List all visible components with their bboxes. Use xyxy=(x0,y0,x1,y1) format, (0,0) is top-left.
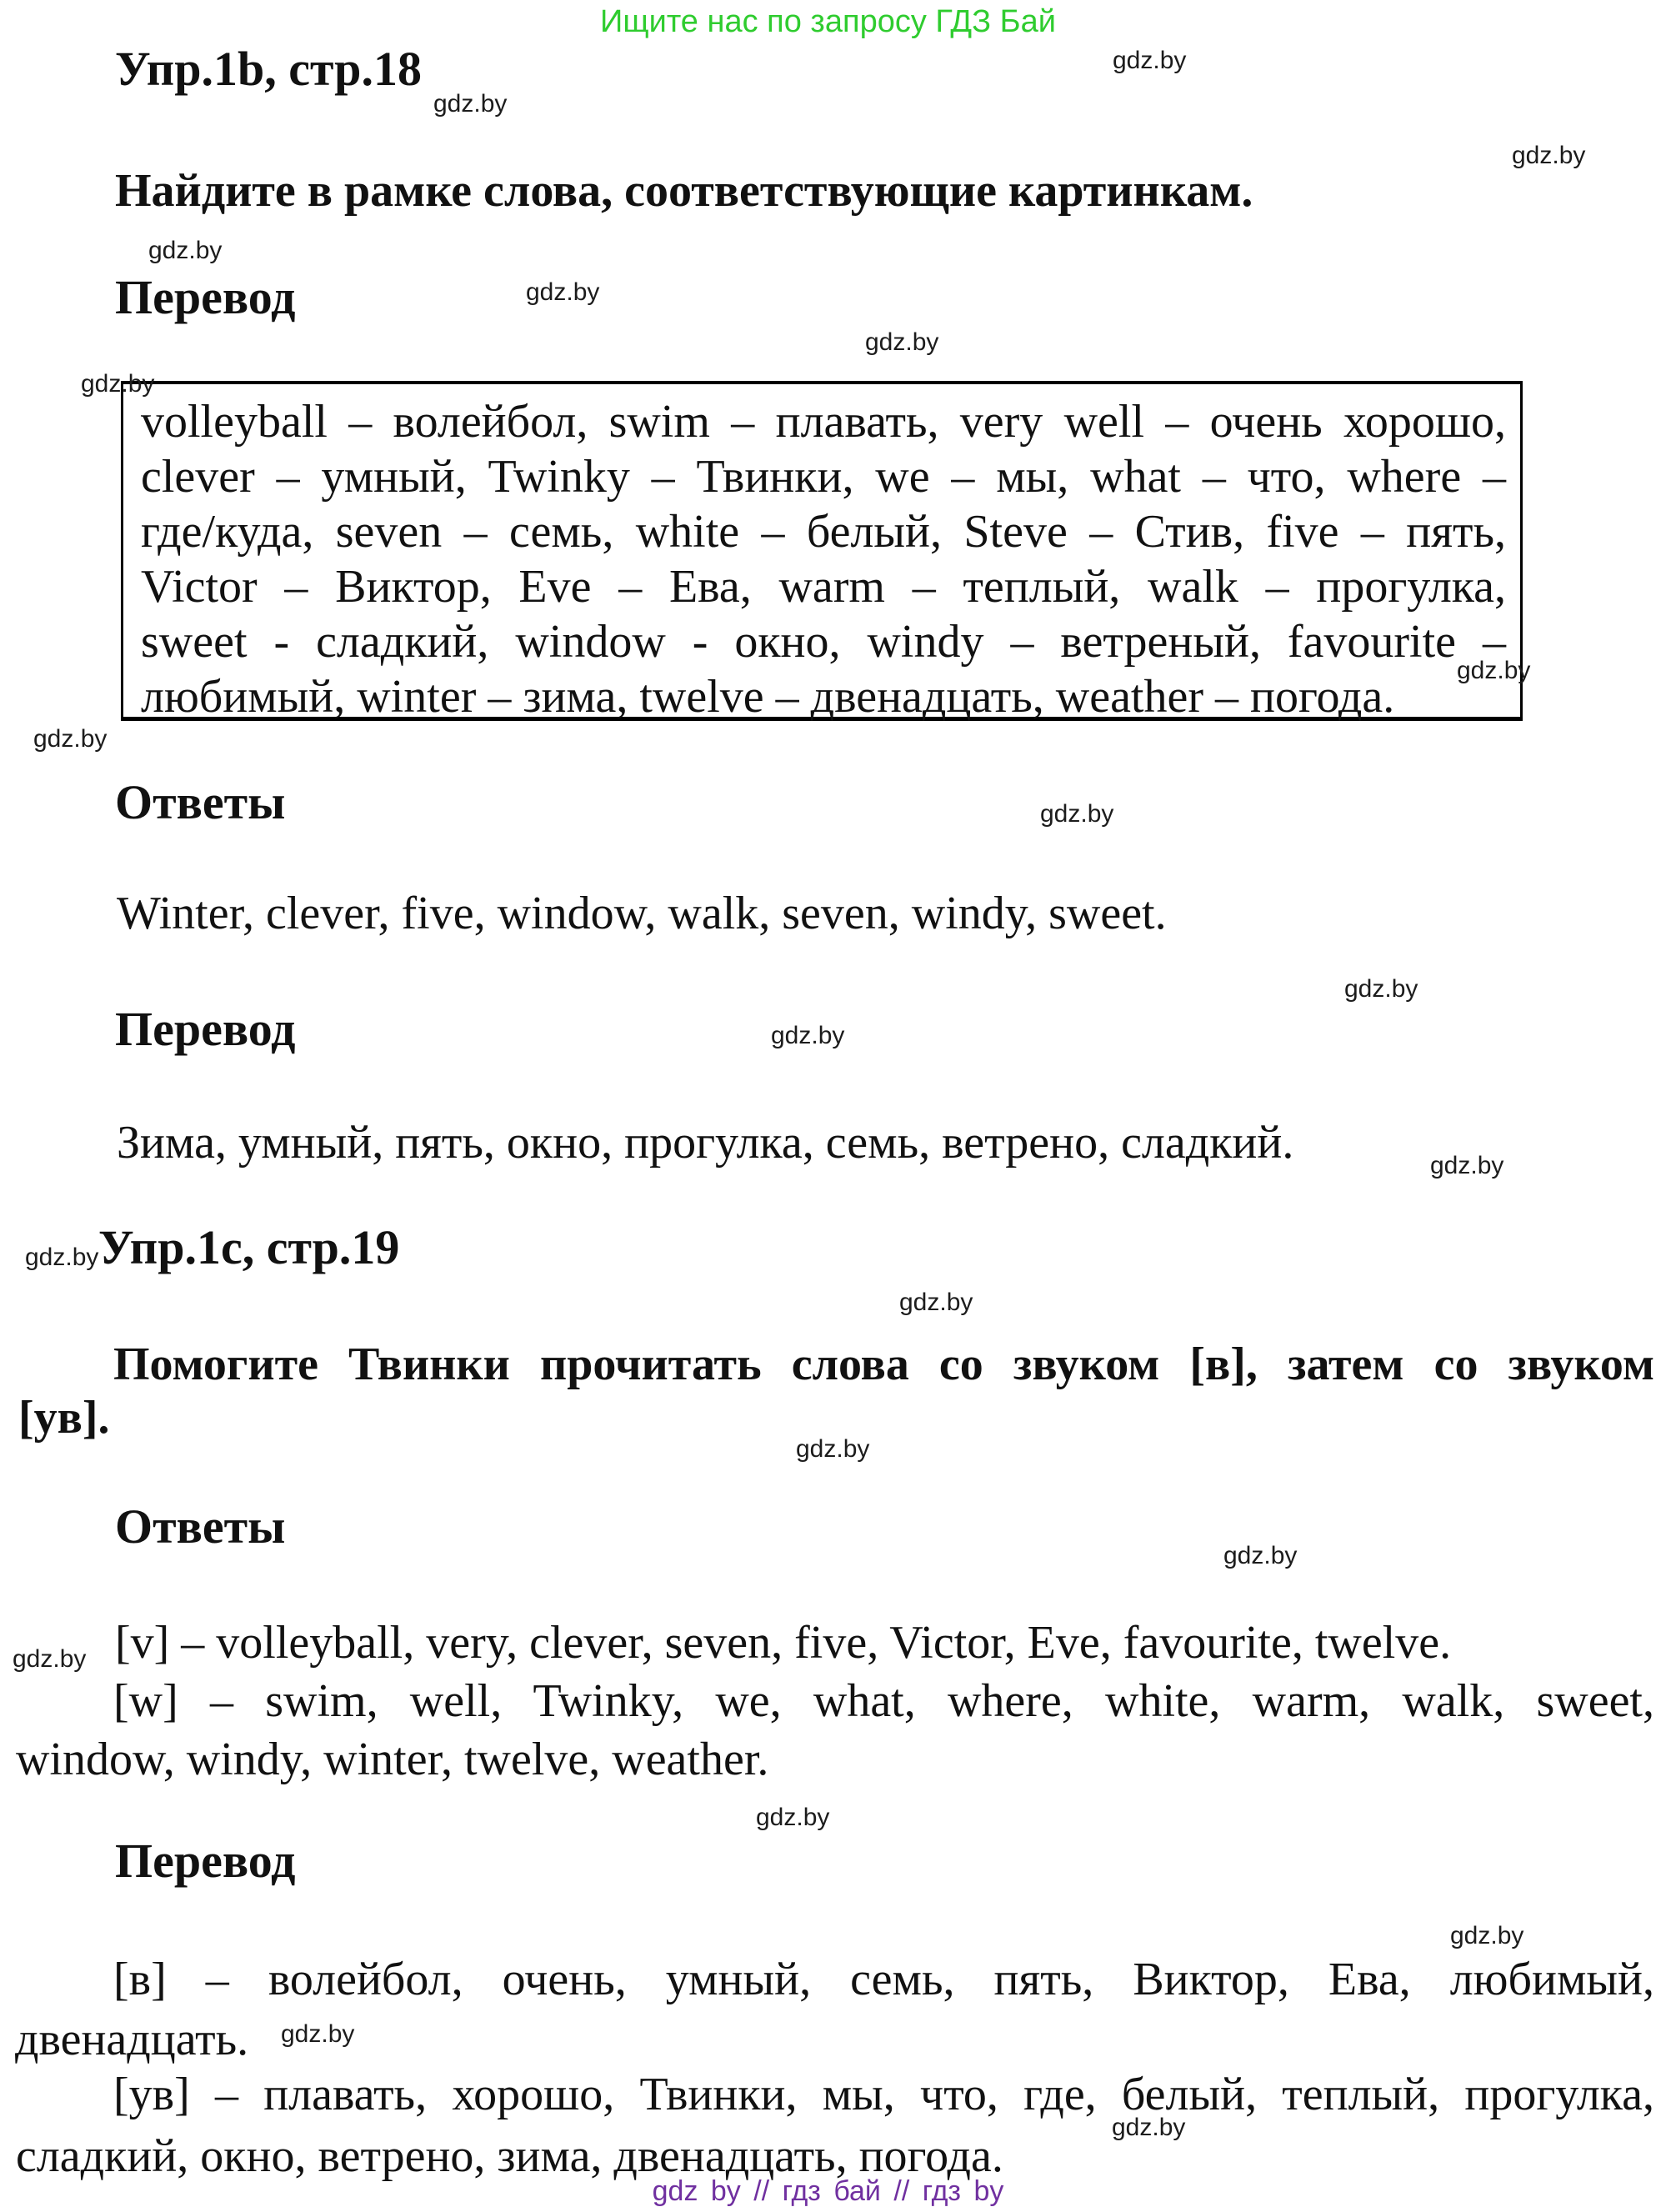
footer-links: gdz by // гдз бай // гдз by xyxy=(652,2175,1004,2207)
gdz-watermark: gdz.by xyxy=(526,278,600,306)
vocabulary-line: clever – умный, Twinky – Твинки, we – мы, what – что, where – xyxy=(141,451,1507,503)
gdz-watermark: gdz.by xyxy=(1450,1922,1524,1949)
exercise-1b-title: Упр.1b, стр.18 xyxy=(115,42,422,96)
perevod-heading-2: Перевод xyxy=(115,1002,296,1056)
gdz-watermark: gdz.by xyxy=(1040,800,1114,828)
gdz-watermark: gdz.by xyxy=(148,237,223,264)
otvety-heading-1: Ответы xyxy=(115,775,286,829)
gdz-watermark: gdz.by xyxy=(81,370,155,398)
perevod-heading-3: Перевод xyxy=(115,1834,296,1888)
gdz-watermark: gdz.by xyxy=(865,328,939,356)
vocabulary-line: любимый, winter – зима, twelve – двенадцать, weather – погода. xyxy=(141,671,1395,723)
promo-header: Ищите нас по запросу ГДЗ Бай xyxy=(600,4,1056,39)
gdz-watermark: gdz.by xyxy=(1457,657,1531,684)
vocabulary-line: volleyball – волейбол, swim – плавать, very well – очень хорошо, xyxy=(141,396,1506,448)
vocabulary-box xyxy=(121,381,1523,721)
gdz-watermark: gdz.by xyxy=(771,1022,845,1049)
gdz-watermark: gdz.by xyxy=(1430,1152,1504,1179)
exercise-1c-task-line1: Помогите Твинки прочитать слова со звуком [в], затем со звуком xyxy=(113,1339,1654,1390)
vocabulary-line: где/куда, seven – семь, white – белый, Steve – Стив, five – пять, xyxy=(141,506,1506,558)
gdz-watermark: gdz.by xyxy=(756,1804,830,1831)
gdz-watermark: gdz.by xyxy=(13,1645,87,1673)
gdz-watermark: gdz.by xyxy=(899,1289,973,1316)
answers-1c-v-ru-line1: [в] – волейбол, очень, умный, семь, пять, Виктор, Ева, любимый, xyxy=(113,1954,1654,2005)
vocabulary-line: Victor – Виктор, Eve – Ева, warm – теплый, walk – прогулка, xyxy=(141,561,1506,613)
exercise-1b-task: Найдите в рамке слова, соответствующие картинкам. xyxy=(115,165,1253,217)
gdz-watermark: gdz.by xyxy=(1113,47,1187,74)
vocabulary-line: sweet - сладкий, window - окно, windy – ветреный, favourite – xyxy=(141,616,1506,668)
exercise-1c-task-line2: [ув]. xyxy=(18,1392,110,1444)
gdz-watermark: gdz.by xyxy=(1223,1542,1298,1569)
gdz-watermark: gdz.by xyxy=(1112,2114,1186,2141)
answers-1c-uv-ru-line2: сладкий, окно, ветрено, зима, двенадцать, погода. xyxy=(16,2130,1003,2182)
answers-1b-ru: Зима, умный, пять, окно, прогулка, семь, ветрено, сладкий. xyxy=(117,1117,1294,1169)
answers-1c-w-sound-line1: [w] – swim, well, Twinky, we, what, where, white, warm, walk, sweet, xyxy=(113,1675,1654,1727)
gdz-watermark: gdz.by xyxy=(433,90,508,118)
answers-1c-v-sound: [v] – volleyball, very, clever, seven, five, Victor, Eve, favourite, twelve. xyxy=(115,1617,1452,1669)
exercise-1c-title: Упр.1c, стр.19 xyxy=(98,1220,400,1274)
answers-1c-w-sound-line2: window, windy, winter, twelve, weather. xyxy=(16,1734,769,1785)
answers-1b-en: Winter, clever, five, window, walk, seven, windy, sweet. xyxy=(117,888,1167,939)
gdz-watermark: gdz.by xyxy=(25,1244,99,1271)
gdz-watermark: gdz.by xyxy=(281,2020,355,2048)
answers-1c-v-ru-line2: двенадцать. xyxy=(15,2014,249,2065)
gdz-watermark: gdz.by xyxy=(1512,142,1586,169)
gdz-watermark: gdz.by xyxy=(796,1435,870,1463)
otvety-heading-2: Ответы xyxy=(115,1499,286,1554)
gdz-watermark: gdz.by xyxy=(1344,975,1418,1003)
answers-1c-uv-ru-line1: [ув] – плавать, хорошо, Твинки, мы, что, где, белый, теплый, прогулка, xyxy=(113,2069,1654,2120)
gdz-watermark: gdz.by xyxy=(33,725,108,753)
perevod-heading-1: Перевод xyxy=(115,270,296,324)
